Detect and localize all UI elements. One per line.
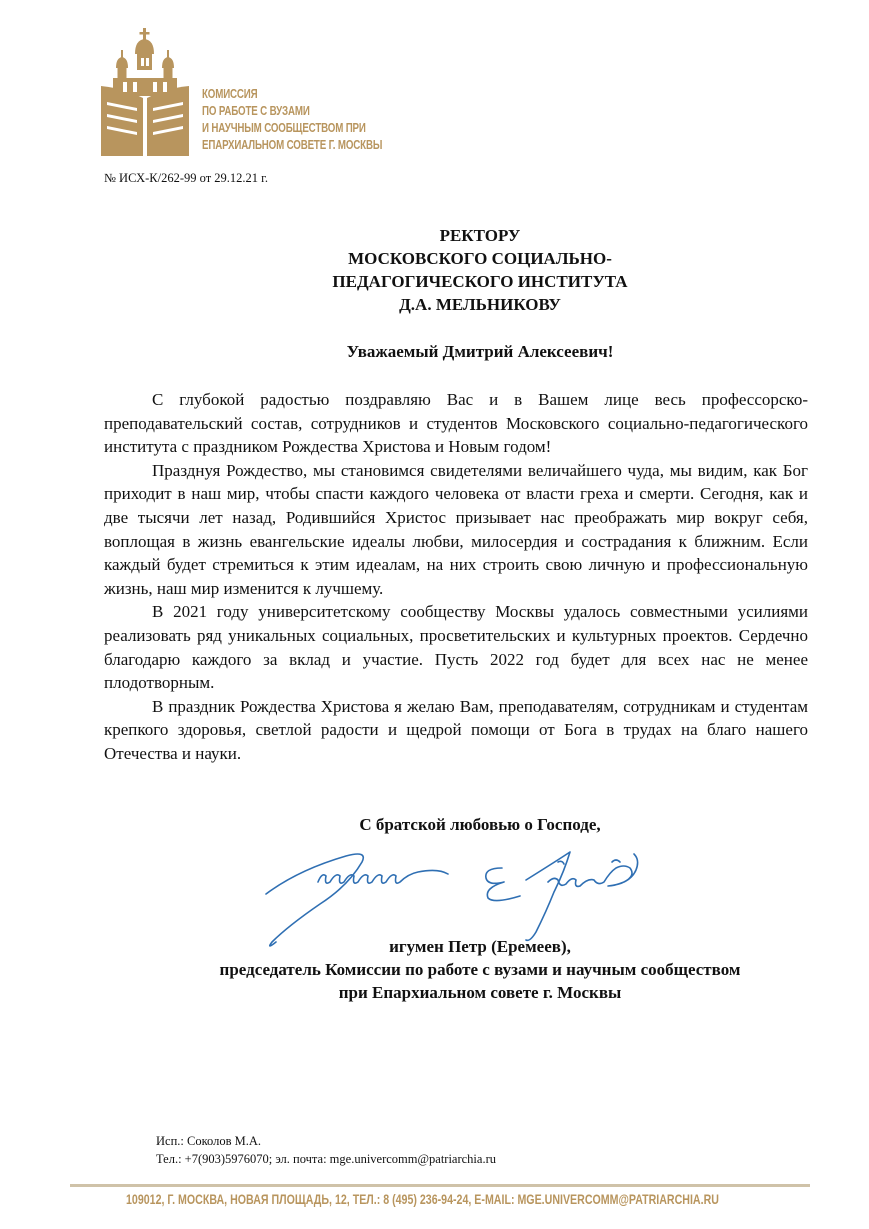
letter-body	[104, 388, 808, 766]
closing-phrase: С братской любовью о Господе,	[359, 815, 601, 834]
footer-address: 109012, Г. МОСКВА, НОВАЯ ПЛОЩАДЬ, 12, ТЕЛ.: 8 (495) 236-94-24, E-MAIL: MGE.UNIVERCOMM@PATRIARCHIA.RU	[126, 1191, 719, 1207]
paragraph: В 2021 году университетскому сообществу Москвы удалось совместными усилиями реализовать ряд уникальных социальных, просветительских и культурных проектов. Сердечно благодарю каждого за вклад и участие. Пусть 2022 год будет для всех нас не менее плодотворным.	[104, 602, 808, 693]
addressee-line: РЕКТОРУ	[439, 226, 521, 245]
paragraph: С глубокой радостью поздравляю Вас и в Вашем лице весь профессорско-преподавательский состав, сотрудников и студентов Московского социально-педагогического института с праздником Рождества Христова и Новым годом!	[104, 390, 808, 457]
org-line: КОМИССИЯ	[202, 87, 258, 101]
signer-title: при Епархиальном совете г. Москвы	[338, 983, 622, 1002]
reference-number: № ИСХ-К/262-99 от 29.12.21 г.	[104, 171, 269, 185]
addressee-block	[220, 224, 740, 316]
addressee-line: ПЕДАГОГИЧЕСКОГО ИНСТИТУТА	[332, 272, 628, 291]
cathedral-book-logo-icon	[101, 28, 189, 158]
paragraph: Празднуя Рождество, мы становимся свидетелями величайшего чуда, мы видим, как Бог приходит в наш мир, чтобы спасти каждого человека от власти греха и смерти. Сегодня, как и две тысячи лет назад, Родившийся Христос призывает нас преображать мир вокруг себя, воплощая в жизнь евангельские идеалы любви, милосердия и сострадания к ближним. Если каждый будет стремиться к этим идеалам, на них строить свою личную и профессиональную жизнь, наш мир изменится к лучшему.	[104, 460, 808, 598]
phone-email: Тел.: +7(903)5976070; эл. почта: mge.univercomm@patriarchia.ru	[156, 1152, 496, 1166]
executor: Исп.: Соколов М.А.	[156, 1134, 262, 1148]
org-line: И НАУЧНЫМ СООБЩЕСТВОМ ПРИ	[202, 121, 366, 135]
signer-name: игумен Петр (Еремеев),	[389, 937, 571, 956]
footer-divider	[70, 1184, 810, 1187]
org-line: ЕПАРХИАЛЬНОМ СОВЕТЕ Г. МОСКВЫ	[202, 138, 383, 152]
addressee-line: МОСКОВСКОГО СОЦИАЛЬНО-	[348, 249, 612, 268]
org-line: ПО РАБОТЕ С ВУЗАМИ	[202, 104, 310, 118]
contact-info	[156, 1132, 496, 1168]
organization-name	[202, 86, 381, 154]
greeting: Уважаемый Дмитрий Алексеевич!	[346, 342, 614, 361]
signer-block	[100, 935, 860, 1004]
addressee-line: Д.А. МЕЛЬНИКОВУ	[399, 295, 561, 314]
paragraph: В праздник Рождества Христова я желаю Вам, преподавателям, сотрудникам и студентам крепкого здоровья, светлой радости и щедрой помощи от Бога в трудах на благо нашего Отечества и науки.	[104, 696, 808, 763]
signer-title: председатель Комиссии по работе с вузами и научным сообществом	[219, 960, 741, 979]
